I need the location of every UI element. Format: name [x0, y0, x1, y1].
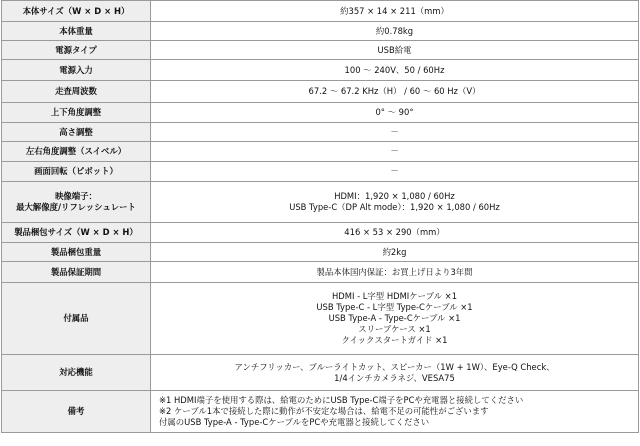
spec-label-line: 製品保証期間 — [50, 266, 102, 277]
spec-value-line: USB Type-A - Type-Cケーブル ×1 — [328, 313, 461, 324]
spec-value — [151, 262, 639, 283]
spec-value — [151, 355, 639, 391]
spec-label-line: 備考 — [67, 406, 85, 417]
spec-label — [2, 41, 151, 60]
spec-row — [2, 283, 639, 355]
spec-row — [2, 123, 639, 142]
spec-value-line: 付属のUSB Type-A - Type-CケーブルをPCや充電器と接続してください — [159, 416, 430, 427]
spec-label-line: 高さ調整 — [59, 126, 93, 137]
spec-label-line: 走査周波数 — [55, 86, 97, 97]
spec-row — [2, 182, 639, 223]
spec-label — [2, 262, 151, 283]
spec-value — [151, 1, 639, 22]
spec-value — [151, 223, 639, 243]
spec-label — [2, 81, 151, 103]
spec-label-line: 電源入力 — [59, 64, 93, 75]
spec-label-line: 電源タイプ — [55, 44, 97, 55]
spec-label-line: 映像端子： — [55, 191, 97, 202]
spec-label-line: 付属品 — [63, 313, 89, 324]
spec-label-line: 本体重量 — [59, 25, 93, 36]
spec-value-line: HDMI - L字型 HDMIケーブル ×1 — [331, 291, 458, 302]
spec-label — [2, 123, 151, 142]
spec-value — [151, 283, 639, 355]
spec-value-line: HDMI：1,920 × 1,080 / 60Hz — [334, 191, 455, 202]
spec-row — [2, 355, 639, 391]
spec-label — [2, 391, 151, 433]
spec-label-line: 対応機能 — [59, 367, 93, 378]
spec-label — [2, 103, 151, 123]
spec-row — [2, 103, 639, 123]
spec-row — [2, 22, 639, 41]
spec-table — [1, 0, 639, 433]
spec-label — [2, 182, 151, 223]
spec-value-line: 416 × 53 × 290（mm） — [344, 227, 445, 238]
spec-label-line: 画面回転（ピボット） — [34, 166, 118, 177]
spec-row — [2, 41, 639, 60]
spec-row — [2, 223, 639, 243]
spec-value-line: 約357 × 14 × 211（mm） — [340, 5, 449, 16]
spec-label — [2, 355, 151, 391]
spec-value-line: アンチフリッカー、ブルーライトカット、スピーカー（1W + 1W）、Eye-Q Check、 — [234, 361, 555, 372]
spec-value — [151, 142, 639, 162]
spec-label-line: 左右角度調整（スイベル） — [25, 146, 127, 157]
spec-value-line: クイックスタートガイド ×1 — [341, 334, 448, 345]
spec-label-line: 製品梱包サイズ（W × D × H） — [14, 227, 138, 238]
spec-row — [2, 142, 639, 162]
spec-row — [2, 262, 639, 283]
spec-value — [151, 123, 639, 142]
spec-value — [151, 243, 639, 262]
spec-value-line: 100 ～ 240V、50 / 60Hz — [344, 64, 445, 75]
spec-label — [2, 162, 151, 182]
spec-label — [2, 223, 151, 243]
spec-value-line: 0° ～ 90° — [375, 107, 414, 118]
spec-value — [151, 391, 639, 433]
spec-value-line: ※1 HDMI端子を使用する際は、給電のためにUSB Type-C端子をPCや充電器と接続してください — [159, 395, 524, 406]
spec-value-line: － — [390, 146, 399, 157]
spec-table-body — [2, 1, 639, 433]
spec-label-line: 本体サイズ（W × D × H） — [22, 5, 130, 16]
spec-value-line: － — [390, 126, 399, 137]
spec-value-line: 製品本体国内保証：お買上げ日より3年間 — [316, 266, 473, 277]
spec-row — [2, 162, 639, 182]
spec-label-line: 最大解像度/リフレッシュレート — [16, 202, 136, 212]
spec-label-line: 上下角度調整 — [50, 107, 102, 118]
spec-value-line: USB Type-C（DP Alt mode）：1,920 × 1,080 / 60Hz — [289, 202, 500, 212]
spec-value-line: 約0.78kg — [375, 25, 414, 36]
spec-label — [2, 142, 151, 162]
spec-value-line: 約2kg — [382, 246, 407, 257]
spec-row — [2, 60, 639, 81]
spec-value — [151, 41, 639, 60]
spec-label — [2, 243, 151, 262]
spec-label-line: 製品梱包重量 — [50, 246, 102, 257]
spec-label — [2, 283, 151, 355]
spec-label — [2, 60, 151, 81]
spec-value-line: USB給電 — [377, 44, 412, 55]
spec-row — [2, 81, 639, 103]
spec-value — [151, 103, 639, 123]
spec-value-line: スリーブケース ×1 — [358, 323, 431, 334]
spec-value — [151, 81, 639, 103]
spec-label — [2, 22, 151, 41]
spec-value-line: USB Type-C - L字型 Type-Cケーブル ×1 — [316, 302, 473, 313]
spec-row — [2, 391, 639, 433]
spec-value-line: 67.2 ～ 67.2 KHz（H） / 60 ～ 60 Hz（V） — [308, 86, 481, 97]
spec-value-line: － — [390, 166, 399, 177]
spec-value — [151, 60, 639, 81]
spec-value — [151, 162, 639, 182]
spec-row — [2, 243, 639, 262]
spec-row — [2, 1, 639, 22]
spec-label — [2, 1, 151, 22]
spec-value — [151, 182, 639, 223]
spec-value — [151, 22, 639, 41]
spec-value-line: ※2 ケーブル1本で接続した際に動作が不安定な場合は、給電不足の可能性がございます — [159, 406, 489, 417]
spec-value-line: 1/4インチカメラネジ、VESA75 — [334, 372, 455, 383]
